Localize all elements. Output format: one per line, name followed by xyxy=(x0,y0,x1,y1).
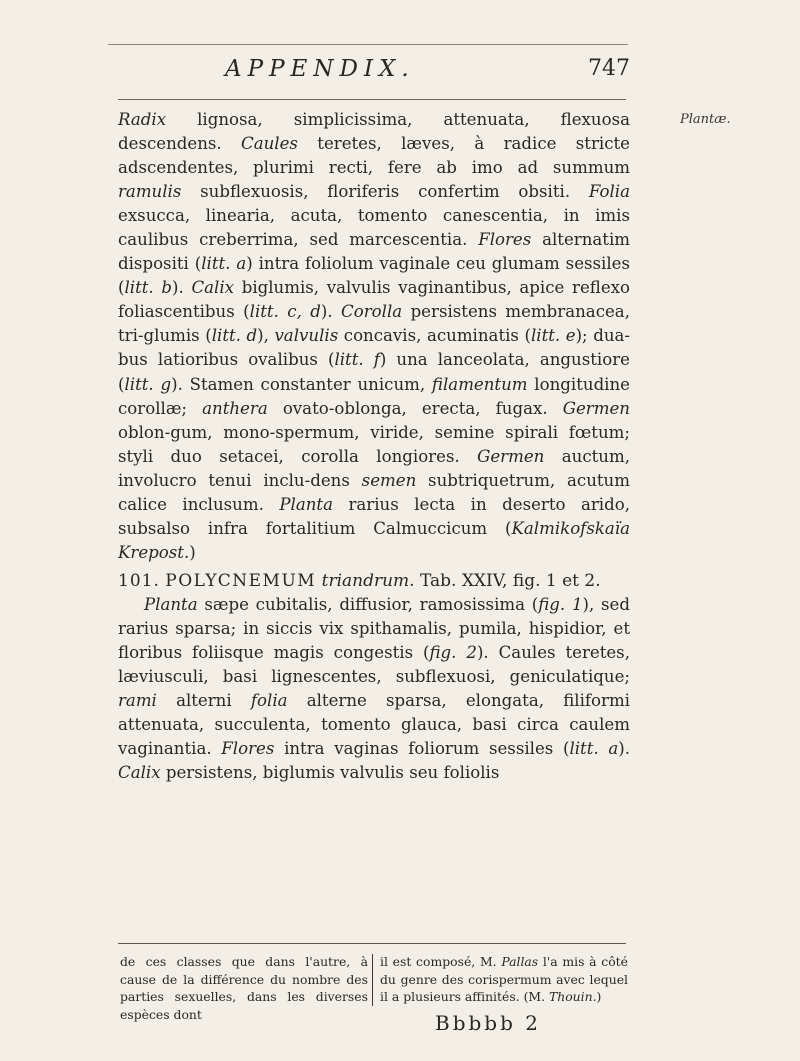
paragraph-radix: Radix lignosa, simplicissima, attenuata, flexuosa descendens. Caules teretes, læves, à radice stricte adscendentes, plurimi recti, fere ab imo ad summum ramulis subflexuosis, floriferis confertim obsiti. Folia exsucca, linearia, acuta, tomento canescentia, in imis caulibus creberrima, sed marcescentia. Flores alternatim dispositi (litt. a) intra foliolum vaginale ceu glumam sessiles (litt. b). Calix biglumis, valvulis vaginantibus, apice reflexo foliascentibus (litt. c, d). Corolla persistens membranacea, tri-glumis (litt. d), valvulis concavis, acuminatis (litt. e); dua-bus latioribus ovalibus (litt. f) una lanceolata, angustiore (litt. g). Stamen constanter unicum, filamentum longitudine corollæ; anthera ovato-oblonga, erecta, fugax. Germen oblon-gum, mono-spermum, viride, semine spirali fœtum; styli duo setacei, corolla longiores. Germen auctum, involucro tenui inclu-dens semen subtriquetrum, acutum calice inclusum. Planta rarius lecta in deserto arido, subsalso infra fortalitium Calmuccicum (Kalmikofskaïa Krepost.) xyxy=(118,110,631,562)
plate-reference: Tab. XXIV, fig. 1 et 2. xyxy=(419,570,601,591)
footnote-right: il est composé, M. Pallas l'a mis à côté du genre des corispermum avec lequel il a plusieurs affinités. (M. Thouin.) xyxy=(380,954,628,1004)
paragraph-planta: Planta sæpe cubitalis, diffusior, ramosissima (fig. 1), sed rarius sparsa; in siccis vix spithamalis, pumila, hispidior, et floribus foliisque magis congestis (fig. 2). Caules teretes, læviusculi, basi lignescentes, subflexuosi, geniculatique; rami alterni folia alterne sparsa, elongata, filiformi attenuata, succulenta, tomento glauca, basi circa caulem vaginantia. Flores intra vaginas foliorum sessiles (litt. a). Calix persistens, biglumis valvulis seu foliolis xyxy=(118,594,630,783)
species-epithet: triandrum. xyxy=(321,570,415,591)
footnote-left: de ces classes que dans l'autre, à cause de la différence du nombre des parties sexuelles, dans les diverses espèces dont xyxy=(120,954,368,1022)
page-number: 747 xyxy=(588,56,630,81)
species-number: 101. xyxy=(118,570,160,591)
footnote-rule xyxy=(118,943,626,944)
margin-note: Plantæ. xyxy=(680,112,731,127)
header-rule xyxy=(118,99,626,100)
running-head: APPENDIX. xyxy=(225,56,415,82)
signature-mark: Bbbbb 2 xyxy=(435,1011,541,1035)
species-name: POLYCNEMUM xyxy=(165,570,317,591)
main-text xyxy=(118,108,630,785)
top-rule xyxy=(108,44,628,45)
species-heading xyxy=(118,569,630,593)
footnote-separator xyxy=(372,954,373,1006)
